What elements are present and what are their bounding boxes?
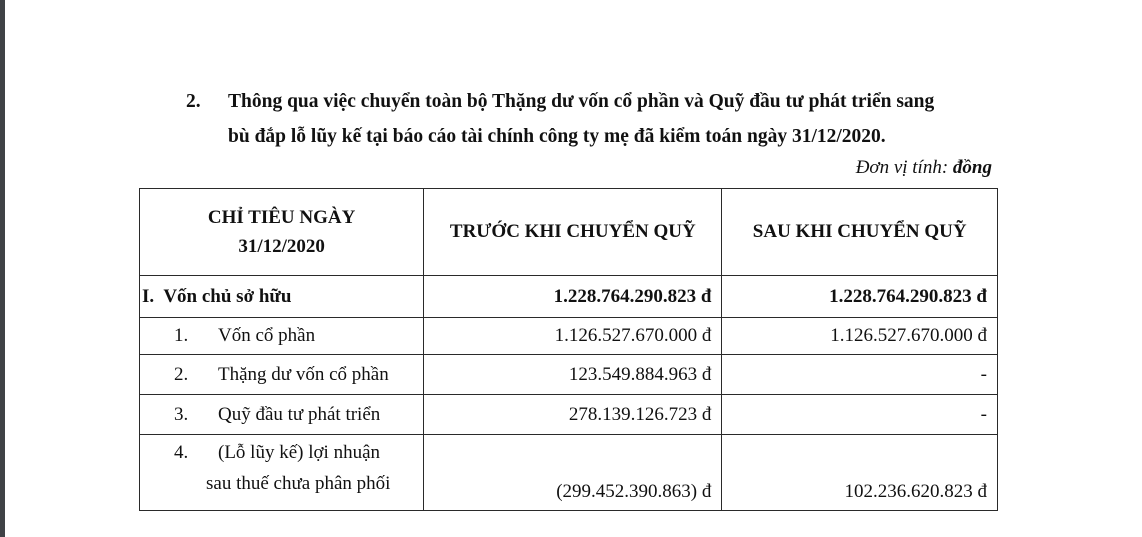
paragraph-line-1: Thông qua việc chuyển toàn bộ Thặng dư vốn cổ phần và Quỹ đầu tư phát triển sang (228, 91, 935, 112)
header-before-transfer: TRƯỚC KHI CHUYỂN QUỸ (424, 189, 722, 276)
value-after: - (722, 395, 998, 435)
table-header-row (140, 189, 998, 276)
window-left-edge (0, 0, 5, 537)
row-label (140, 318, 424, 355)
row-label (140, 355, 424, 395)
header-indicator-line1: CHỈ TIÊU NGÀY (207, 207, 356, 228)
value-before: (299.452.390.863) đ (424, 435, 722, 511)
unit-note (856, 157, 992, 179)
row-label-text-line1: (Lỗ lũy kế) lợi nhuận (218, 442, 381, 463)
row-index: 2. (174, 363, 189, 385)
table-row (140, 435, 998, 511)
unit-value: đồng (952, 157, 992, 178)
row-index: 3. (174, 403, 189, 425)
header-indicator-line2: 31/12/2020 (238, 236, 325, 257)
table-row (140, 355, 998, 395)
row-label-text: Vốn cổ phần (218, 325, 316, 346)
row-index: I. (142, 285, 155, 307)
item-number: 2. (186, 91, 201, 112)
value-after: - (722, 355, 998, 395)
value-after: 1.126.527.670.000 đ (722, 318, 998, 355)
table-row (140, 276, 998, 318)
value-before: 1.126.527.670.000 đ (424, 318, 722, 355)
table-row (140, 395, 998, 435)
row-label (140, 276, 424, 318)
row-label-text-line2: sau thuế chưa phân phối (206, 473, 391, 494)
header-indicator (140, 189, 424, 276)
row-label (140, 395, 424, 435)
row-label-text: Vốn chủ sở hữu (163, 285, 292, 307)
row-index: 1. (174, 325, 189, 346)
row-label (140, 435, 424, 511)
unit-label: Đơn vị tính: (855, 157, 949, 178)
value-after: 1.228.764.290.823 đ (722, 276, 998, 318)
paragraph-line-2: bù đắp lỗ lũy kế tại báo cáo tài chính công ty mẹ đã kiểm toán ngày 31/12/2020. (228, 126, 886, 147)
value-after: 102.236.620.823 đ (722, 435, 998, 511)
row-label-text: Quỹ đầu tư phát triển (218, 403, 381, 425)
value-before: 123.549.884.963 đ (424, 355, 722, 395)
value-before: 1.228.764.290.823 đ (424, 276, 722, 318)
row-index: 4. (174, 442, 189, 463)
table-row (140, 318, 998, 355)
equity-transfer-table (139, 188, 998, 511)
header-after-transfer: SAU KHI CHUYỂN QUỸ (722, 189, 998, 276)
row-label-text: Thặng dư vốn cổ phần (218, 363, 389, 385)
value-before: 278.139.126.723 đ (424, 395, 722, 435)
